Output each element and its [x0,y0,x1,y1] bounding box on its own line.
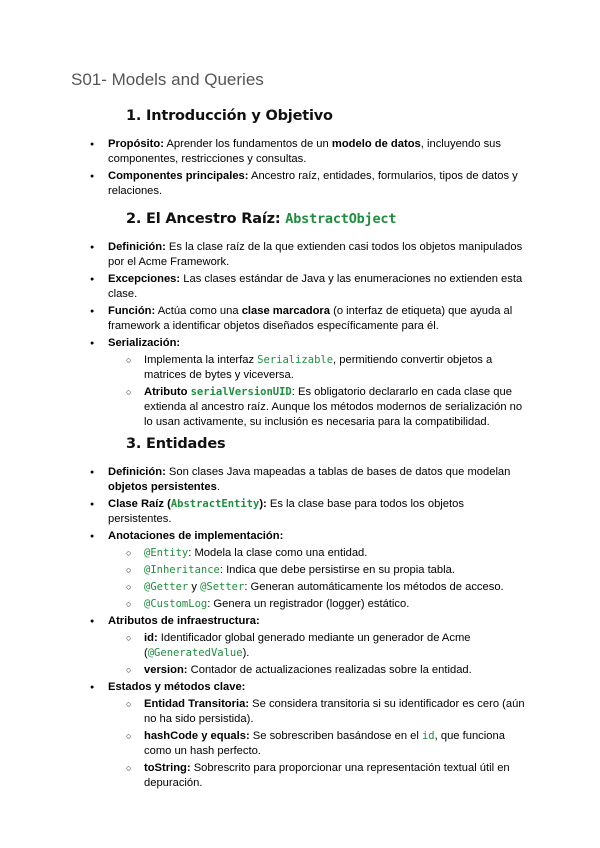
annotations-sublist [126,546,530,612]
section-3-list [90,465,530,791]
section-1-heading: 1. Introducción y Objetivo [126,108,333,124]
list-item: ● Atributos de infraestructura: ○ id: Identificador global generado mediante un generador de Acme (@GeneratedValue). ○ version: Contador de actualizaciones realizadas sobre la entidad. [90,614,530,678]
sub-list-item: ○ @Getter y @Setter: Generan automáticamente los métodos de acceso. [126,580,530,595]
sub-list-item: ○ @CustomLog: Genera un registrador (logger) estático. [126,597,530,612]
sub-list-item: ○ toString: Sobrescrito para proporcionar una representación textual útil en depuración. [126,761,530,791]
heading-code: AbstractObject [285,211,397,227]
list-item: ● Componentes principales: Ancestro raíz, entidades, formularios, tipos de datos y relaciones. [90,169,530,199]
list-item: ● Estados y métodos clave: ○ Entidad Transitoria: Se considera transitoria si su identificador es cero (aún no ha sido persistida). ○ hashCode y equals: Se sobrescriben basándose en el id, que funciona como un hash perfecto. ○ toString: Sobrescrito para proporcionar una representación textual útil en depuración. [90,680,530,791]
list-item: ● Función: Actúa como una clase marcadora (o interfaz de etiqueta) que ayuda al framework a identificar objetos diseñados específicamente para él. [90,304,530,334]
sub-list-item: ○ id: Identificador global generado mediante un generador de Acme (@GeneratedValue). [126,631,530,661]
list-item: ● Definición: Es la clase raíz de la que extienden casi todos los objetos manipulados por el Acme Framework. [90,240,530,270]
sub-list-item: ○ @Inheritance: Indica que debe persistirse en su propia tabla. [126,563,530,578]
list-item: ● Excepciones: Las clases estándar de Java y las enumeraciones no extienden esta clase. [90,272,530,302]
section-1-list [90,137,530,199]
list-item: ● Propósito: Aprender los fundamentos de un modelo de datos, incluyendo sus componentes, restricciones y consultas. [90,137,530,167]
list-item: ● Clase Raíz (AbstractEntity): Es la clase base para todos los objetos persistentes. [90,497,530,527]
sub-list-item: ○ version: Contador de actualizaciones realizadas sobre la entidad. [126,663,530,678]
section-2-list [90,240,530,430]
section-3-body [90,465,530,793]
section-3-heading: 3. Entidades [126,436,226,452]
document-title: S01- Models and Queries [71,70,264,89]
sub-list-item: ○ Implementa la interfaz Serializable, permitiendo convertir objetos a matrices de bytes y viceversa. [126,353,530,383]
list-item: ● Anotaciones de implementación: ○ @Entity: Modela la clase como una entidad. ○ @Inheritance: Indica que debe persistirse en su propia tabla. ○ @Getter y @Setter: Generan automáticamente los métodos de acceso. ○ @CustomLog: Genera un registrador (logger) estático. [90,529,530,612]
sub-list-item: ○ @Entity: Modela la clase como una entidad. [126,546,530,561]
section-2-body [90,240,530,432]
list-item: ● Serialización: ○ Implementa la interfaz Serializable, permitiendo convertir objetos a matrices de bytes y viceversa. ○ Atributo serialVersionUID: Es obligatorio declararlo en cada clase que extienda al ancestro raíz. Aunque los métodos modernos de serialización no lo usan activamente, su inclusión es necesaria para la compatibilidad. [90,336,530,430]
list-item: ● Definición: Son clases Java mapeadas a tablas de bases de datos que modelan objetos persistentes. [90,465,530,495]
section-2-heading: 2. El Ancestro Raíz: AbstractObject [126,211,397,227]
infra-sublist [126,631,530,678]
serialization-sublist [126,353,530,430]
section-1-body [90,137,530,201]
sub-list-item: ○ Atributo serialVersionUID: Es obligatorio declararlo en cada clase que extienda al ancestro raíz. Aunque los métodos modernos de serialización no lo usan activamente, su inclusión es necesaria para la compatibilidad. [126,385,530,430]
sub-list-item: ○ Entidad Transitoria: Se considera transitoria si su identificador es cero (aún no ha sido persistida). [126,697,530,727]
sub-list-item: ○ hashCode y equals: Se sobrescriben basándose en el id, que funciona como un hash perfecto. [126,729,530,759]
states-sublist [126,697,530,791]
